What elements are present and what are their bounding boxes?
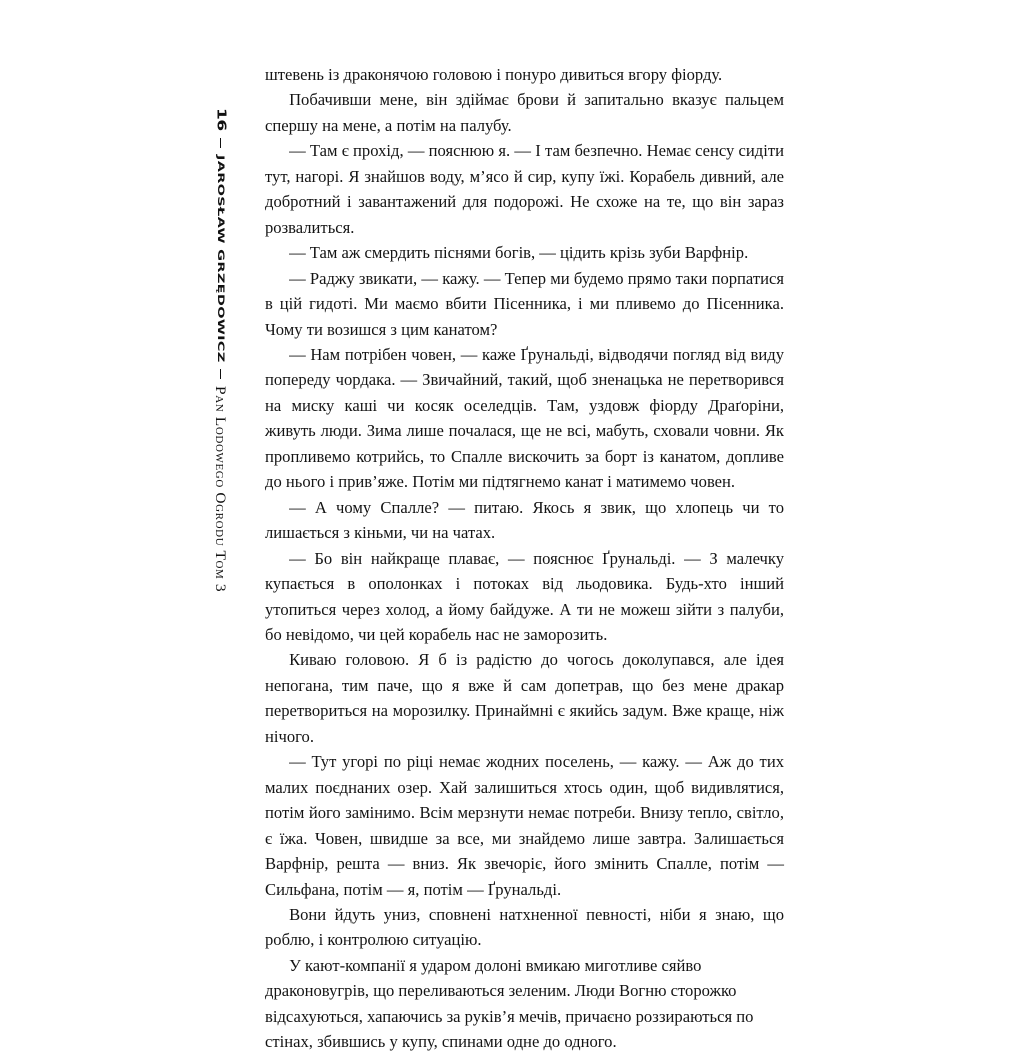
running-head-separator-1 [220, 138, 221, 148]
body-paragraph: штевень із драконячою головою і понуро дивиться вгору фіорду. [265, 65, 723, 84]
body-paragraph: — А чому Спалле? — питаю. Якось я звик, що хлопець чи то лишається з кіньми, чи на чатах. [265, 497, 784, 543]
running-head-separator-2 [220, 369, 221, 379]
page-number: 16 [213, 108, 228, 131]
body-paragraph: — Раджу звикати, — кажу. — Тепер ми будемо прямо таки порпатися в цій гидоті. Ми маємо вбити Пісенника, і ми пливемо до Пісенника. Чому ти возишся з цим канатом? [265, 268, 784, 339]
body-paragraph: У кают-компанії я ударом долоні вмикаю миготливе сяйво драконовугрів, що переливаються зеленим. Люди Вогню сторожко відсахуються, хапаючись за руків’я мечів, причаєно роззираються по стінах, збившись у купу, спинами одне до одного. [265, 955, 754, 1052]
running-head-line [212, 108, 229, 593]
body-paragraph: — Бо він найкраще плаває, — пояснює Ґрунальді. — З малечку купається в ополонках і потоках від льодовика. Будь-хто інший утопиться через холод, а йому байдуже. А ти не можеш зійти з палуби, бо невідомо, чи цей корабель нас не заморозить. [265, 548, 784, 644]
body-paragraph: — Там є прохід, — пояснюю я. — І там безпечно. Немає сенсу сидіти тут, нагорі. Я знайшов воду, м’ясо й сир, купу їжі. Корабель дивний, але добротний і завантажений для подорожі. Не схоже на те, що він зараз розвалиться. [265, 141, 784, 237]
author-name: JAROSŁAW GRZĘDOWICZ [215, 154, 226, 363]
body-paragraph: — Там аж смердить піснями богів, — цідить крізь зуби Варфнір. [289, 243, 749, 263]
body-text-column [265, 62, 784, 1055]
running-head-rotated-wrapper [200, 108, 240, 593]
body-paragraph: Вони йдуть униз, сповнені натхненної певності, ніби я знаю, що роблю, і контролюю ситуацію. [265, 904, 784, 950]
book-title: Pan Lodowego Ogrodu Tom 3 [212, 386, 229, 593]
body-paragraph: — Нам потрібен човен, — каже Ґрунальді, відводячи погляд від виду попереду чордака. — Звичайний, такий, щоб зненацька не перетворився на миску каші чи косяк оселедців. Там, уздовж фіорду Драґоріни, живуть люди. Зима лише почалася, ще не всі, мабуть, сховали човни. Як пропливемо котрийсь, то Спалле вискочить за борт із канатом, допливе до нього і прив’яже. Потім ми підтягнемо канат і матимемо човен. [265, 344, 784, 492]
running-head [200, 108, 240, 593]
body-paragraph: Побачивши мене, він здіймає брови й запитально вказує пальцем спершу на мене, а потім на палубу. [265, 90, 784, 135]
body-paragraph: — Тут угорі по ріці немає жодних поселень, — кажу. — Аж до тих малих поєднаних озер. Хай залишиться хтось один, щоб видивлятися, потім його замінимо. Всім мерзнути немає потреби. Внизу тепло, світло, є їжа. Човен, швидше за все, ми знайдемо лише завтра. Залишається Варфнір, решта — вниз. Як звечоріє, його змінить Спалле, потім — Сильфана, потім — я, потім — Ґрунальді. [265, 752, 784, 899]
body-paragraph: Киваю головою. Я б із радістю до чогось доколупався, але ідея непогана, тим паче, що я вже й сам допетрав, що без мене дракар перетвориться на морозилку. Принаймні є якийсь задум. Вже краще, ніж нічого. [265, 650, 784, 746]
